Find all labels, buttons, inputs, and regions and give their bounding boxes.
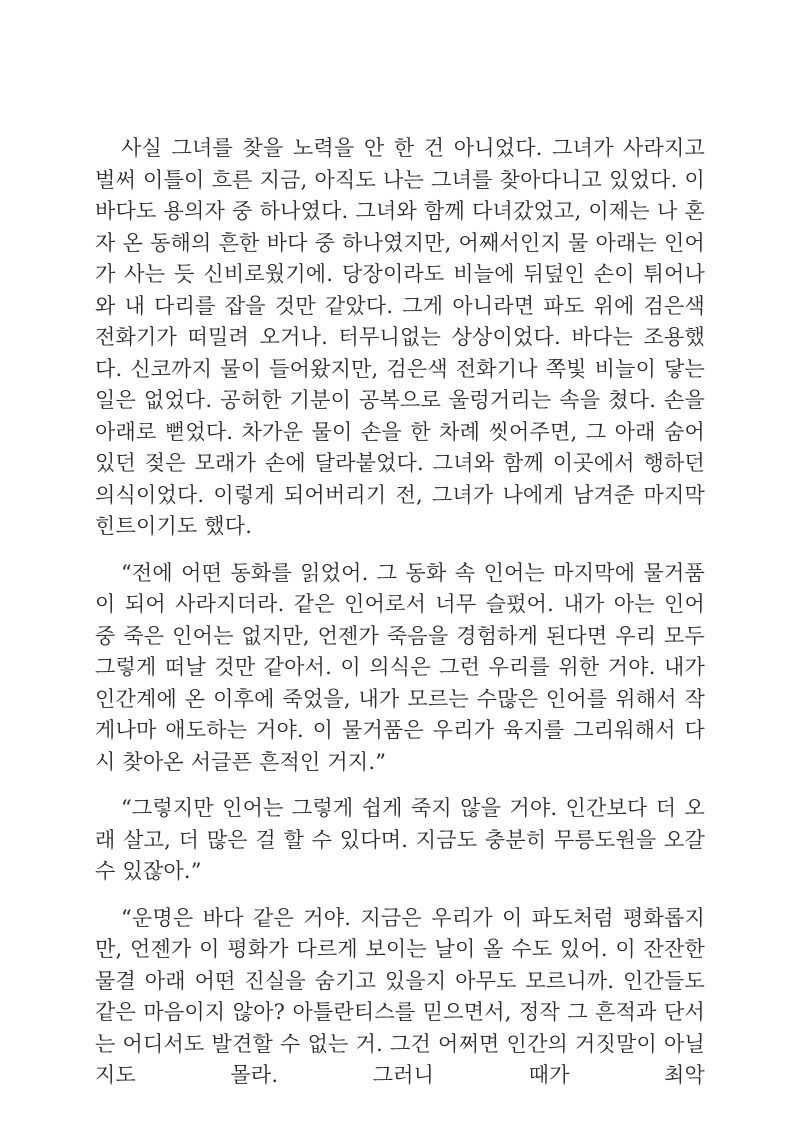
page-text <box>95 133 705 1092</box>
paragraph: “그렇지만 인어는 그렇게 쉽게 죽지 않을 거야. 인간보다 더 오래 살고, 더 많은 걸 할 수 있다며. 지금도 충분히 무릉도원을 오갈 수 있잖아.” <box>95 796 705 883</box>
paragraph: 사실 그녀를 찾을 노력을 안 한 건 아니었다. 그녀가 사라지고 벌써 이틀이 흐른 지금, 아직도 나는 그녀를 찾아다니고 있었다. 이 바다도 용의자 중 하나였다. 그녀와 함께 다녀갔었고, 이제는 나 혼자 온 동해의 흔한 바다 중 하나였지만, 어째서인지 물 아래는 인어가 사는 듯 신비로웠기에. 당장이라도 비늘에 뒤덮인 손이 튀어나와 내 다리를 잡을 것만 같았다. 그게 아니라면 파도 위에 검은색 전화기가 떠밀려 오거나. 터무니없는 상상이었다. 바다는 조용했다. 신코까지 물이 들어왔지만, 검은색 전화기나 쪽빛 비늘이 닿는 일은 없었다. 공허한 기분이 공복으로 울렁거리는 속을 쳤다. 손을 아래로 뻗었다. 차가운 물이 손을 한 차례 씻어주면, 그 아래 숨어있던 젖은 모래가 손에 달라붙었다. 그녀와 함께 이곳에서 행하던 의식이었다. 이렇게 되어버리기 전, 그녀가 나에게 남겨준 마지막 힌트이기도 했다. <box>95 136 705 538</box>
paragraph: “전에 어떤 동화를 읽었어. 그 동화 속 인어는 마지막에 물거품이 되어 사라지더라. 같은 인어로서 너무 슬펐어. 내가 아는 인어 중 죽은 인어는 없지만, 언젠가 죽음을 경험하게 된다면 우리 모두 그렇게 떠날 것만 같아서. 이 의식은 그런 우리를 위한 거야. 내가 인간계에 온 이후에 죽었을, 내가 모르는 수많은 인어를 위해서 작게나마 애도하는 거야. 이 물거품은 우리가 육지를 그리워해서 다시 찾아온 서글픈 흔적인 거지.” <box>95 560 705 774</box>
paragraph: “운명은 바다 같은 거야. 지금은 우리가 이 파도처럼 평화롭지만, 언젠가 이 평화가 다르게 보이는 날이 올 수도 있어. 이 잔잔한 물결 아래 어떤 진실을 숨기고 있을지 아무도 모르니까. 인간들도 같은 마음이지 않아? 아틀란티스를 믿으면서, 정작 그 흔적과 단서는 어디서도 발견할 수 없는 거. 그건 어쩌면 인간의 거짓말이 아닐지도 몰라. 그러니 때가 최악 <box>95 905 705 1087</box>
